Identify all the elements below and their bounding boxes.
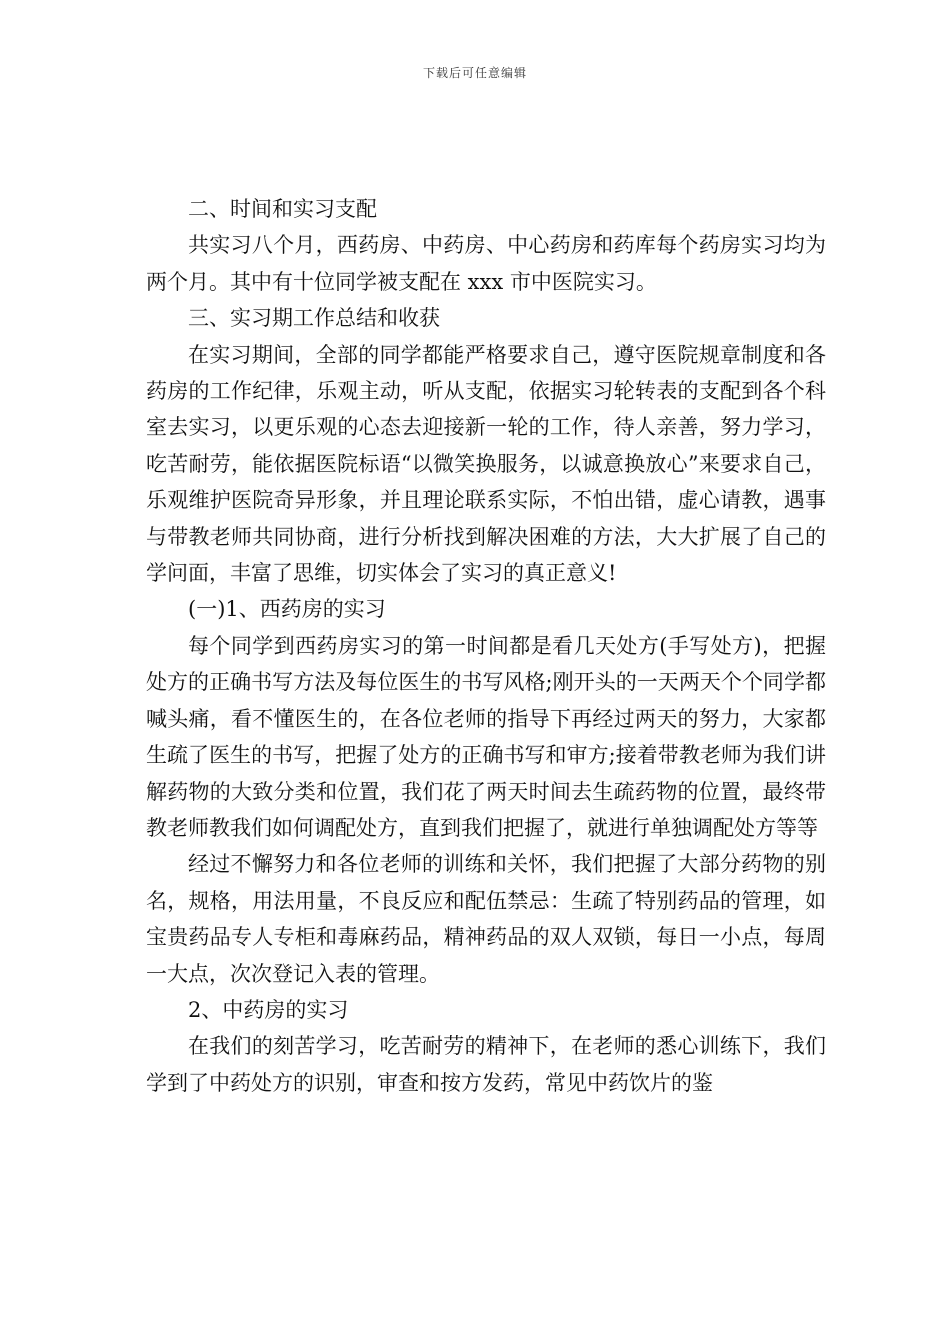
subsection-heading-western-pharmacy: (一)1、西药房的实习 [188,597,386,622]
paragraph-training-results: 经过不懈努力和各位老师的训练和关怀，我们把握了大部分药物的别名，规格，用法用量，不良反应和配伍禁忌：生疏了特别药品的管理，如宝贵药品专人专柜和毒麻药品，精神药品的双人双锁，每日一小点，每周一大点，次次登记入表的管理。 [146,852,826,986]
paragraph-western-pharmacy: 每个同学到西药房实习的第一时间都是看几天处方(手写处方)，把握处方的正确书写方法及每位医生的书写风格;刚开头的一天两天个个同学都喊头痛，看不懂医生的，在各位老师的指导下再经过两天的努力，大家都生疏了医生的书写，把握了处方的正确书写和审方;接着带教老师为我们讲解药物的大致分类和位置，我们花了两天时间去生疏药物的位置，最终带教老师教我们如何调配处方，直到我们把握了，就进行单独调配处方等等 [146,633,826,840]
document-body [146,191,826,1101]
paragraph-time-arrangement: 共实习八个月，西药房、中药房、中心药房和药库每个药房实习均为两个月。其中有十位同学被支配在 xxx 市中医院实习。 [146,233,826,294]
page-header-note: 下载后可任意编辑 [422,66,527,80]
section-heading-time-arrangement: 二、时间和实习支配 [188,197,377,221]
subsection-heading-chinese-pharmacy: 2、中药房的实习 [188,997,349,1022]
paragraph-chinese-pharmacy: 在我们的刻苦学习，吃苦耐劳的精神下，在老师的悉心训练下，我们学到了中药处方的识别，审查和按方发药，常见中药饮片的鉴 [146,1034,826,1095]
paragraph-work-summary: 在实习期间，全部的同学都能严格要求自己，遵守医院规章制度和各药房的工作纪律，乐观主动，听从支配，依据实习轮转表的支配到各个科室去实习，以更乐观的心态去迎接新一轮的工作，待人亲善，努力学习，吃苦耐劳，能依据医院标语“以微笑换服务，以诚意换放心”来要求自己，乐观维护医院奇异形象，并且理论联系实际，不怕出错，虚心请教，遇事与带教老师共同协商，进行分析找到解决困难的方法，大大扩展了自己的学问面，丰富了思维，切实体会了实习的真正意义! [146,342,826,586]
section-heading-work-summary: 三、实习期工作总结和收获 [188,306,440,331]
